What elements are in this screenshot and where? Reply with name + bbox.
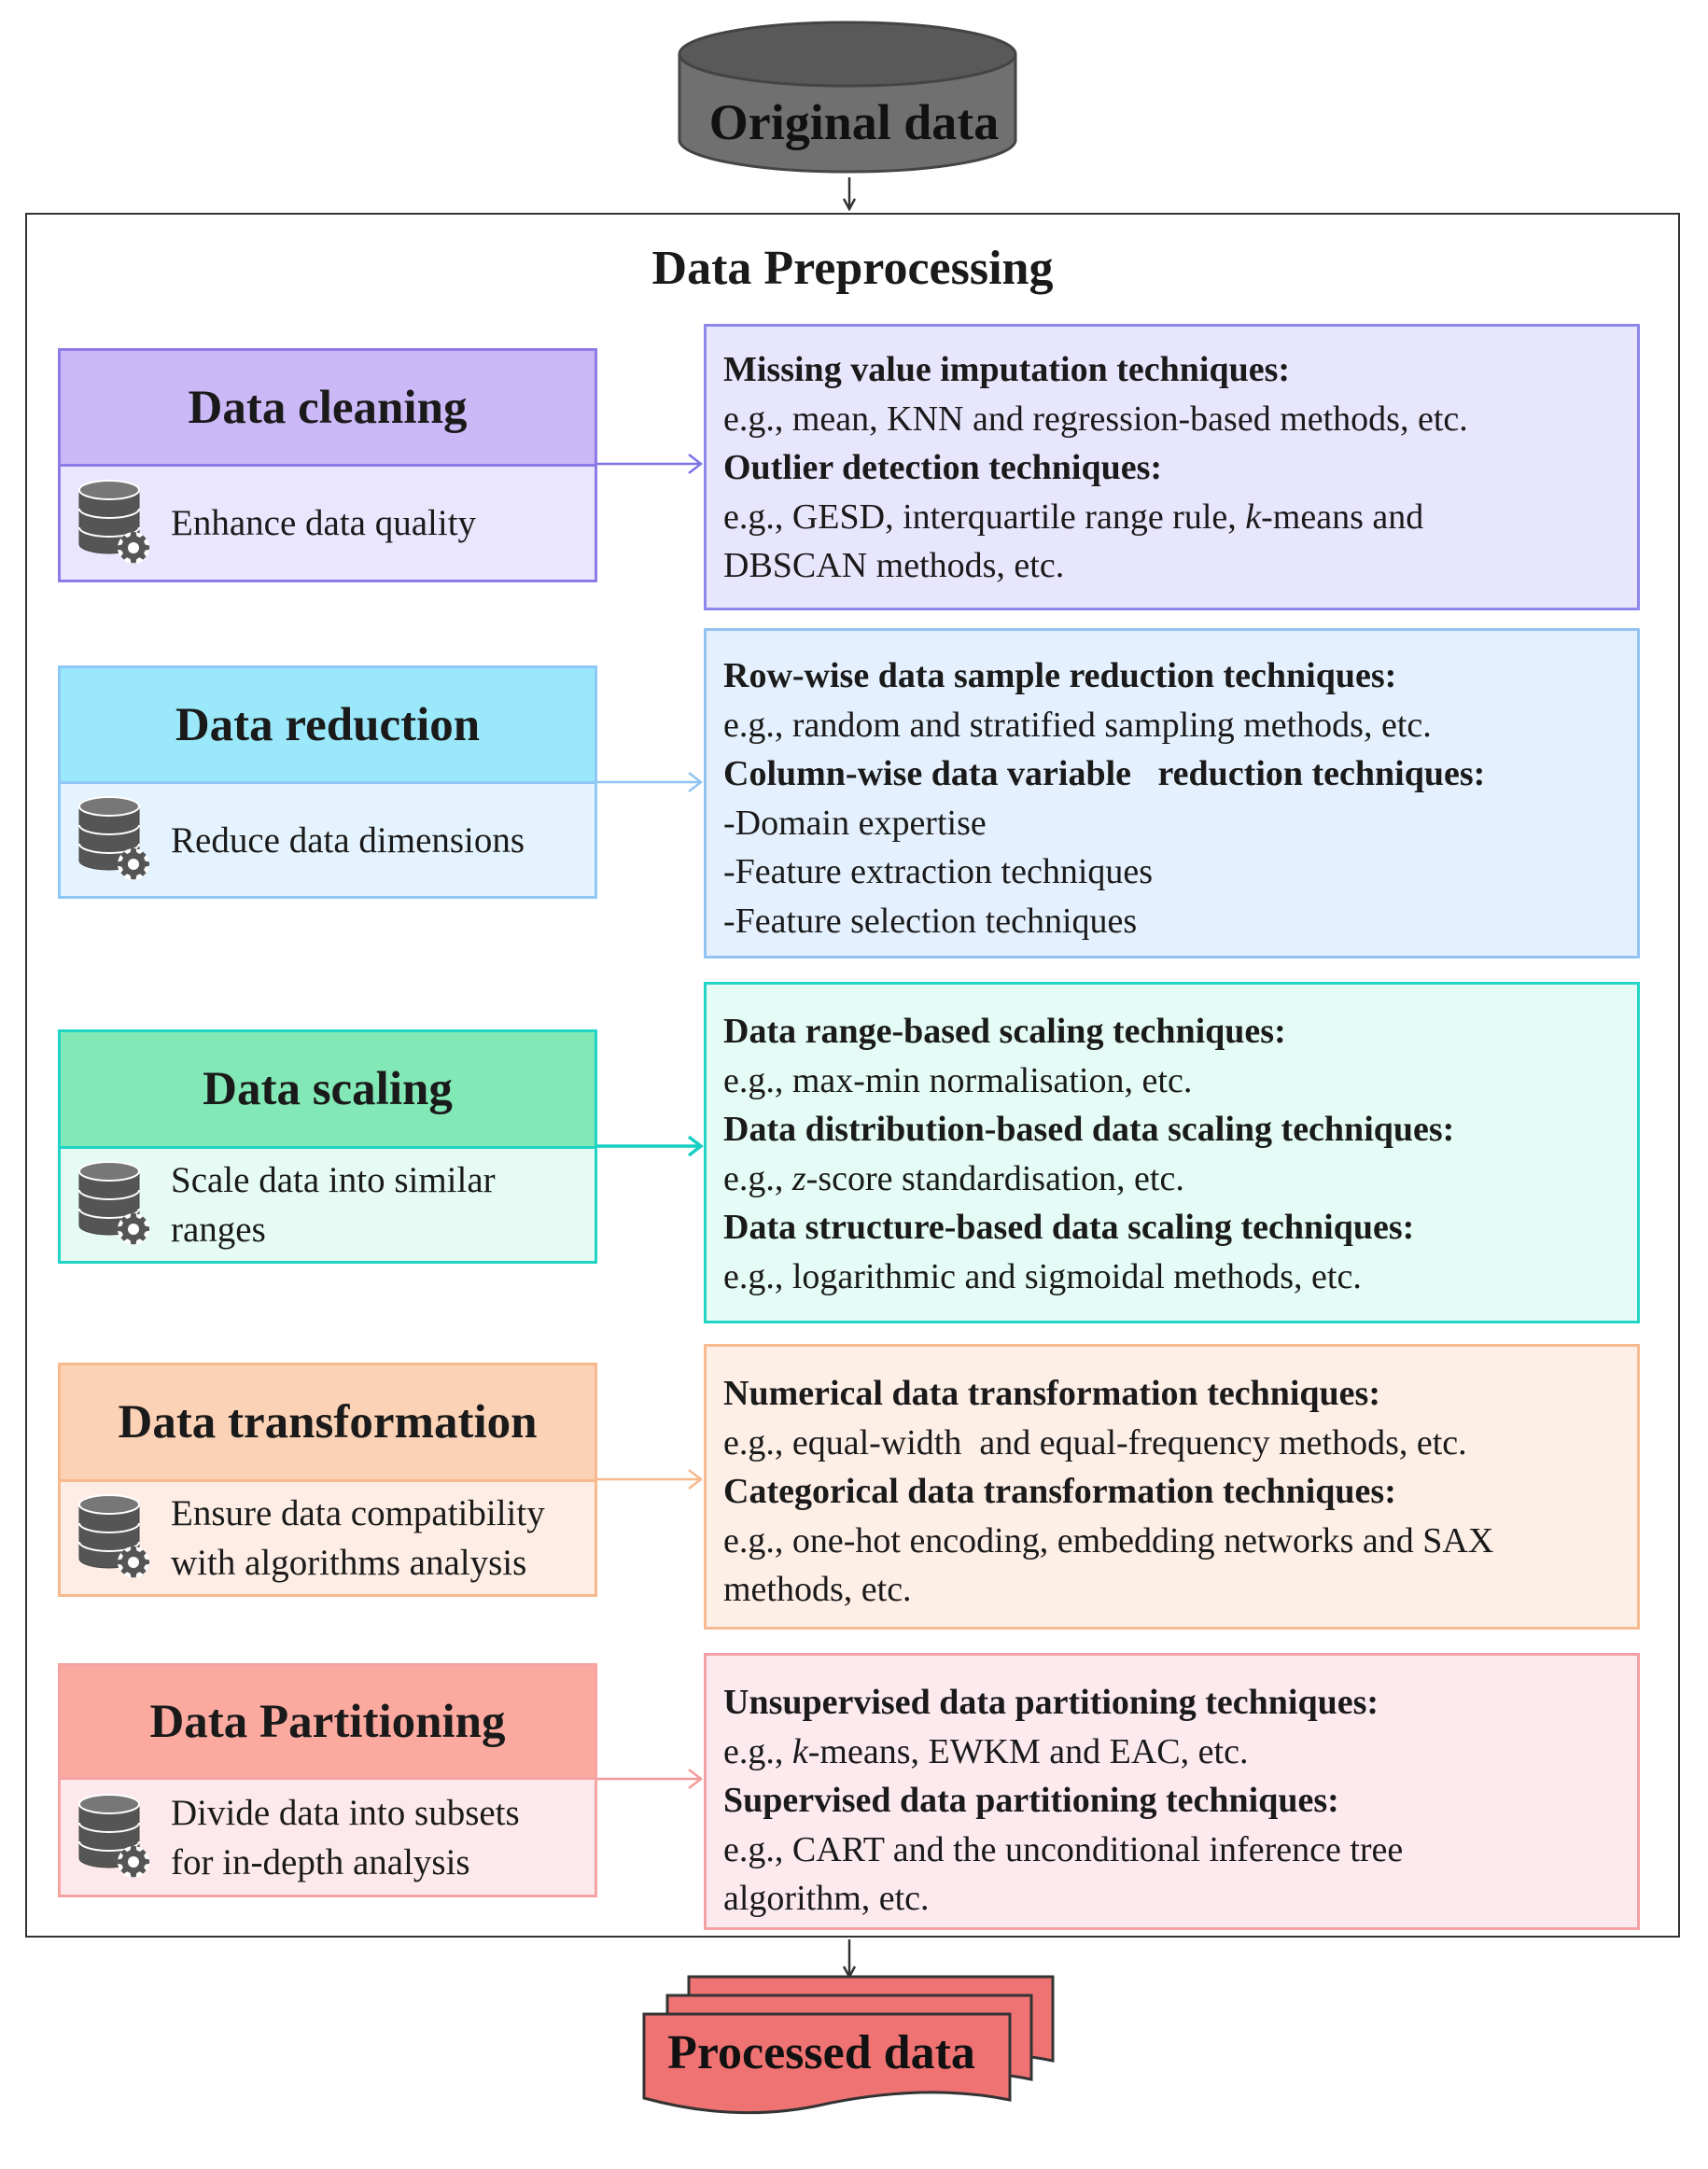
technique-heading: Data range-based scaling techniques: [723, 1012, 1286, 1051]
stage-title: Data transformation [61, 1365, 595, 1482]
database-gear-icon [72, 1491, 158, 1585]
stage-description-line-2: with algorithms analysis [171, 1543, 527, 1583]
technique-line: e.g., random and stratified sampling methods, etc. [723, 705, 1432, 745]
stage-description: Enhance data quality [171, 503, 477, 543]
stage-data-partitioning [58, 1663, 597, 1897]
stage-description: Reduce data dimensions [171, 819, 525, 861]
stage-description-line-2: for in-depth analysis [171, 1841, 470, 1882]
stage-title: Data reduction [61, 668, 595, 784]
technique-line: e.g., logarithmic and sigmoidal methods, etc. [723, 1256, 1362, 1296]
stage-description-line-2: ranges [171, 1210, 266, 1250]
technique-heading: Supervised data partitioning techniques: [723, 1781, 1339, 1820]
database-gear-icon [72, 1791, 158, 1884]
techniques-data-partitioning [704, 1653, 1640, 1930]
technique-heading: Missing value imputation techniques: [723, 350, 1291, 389]
technique-line: DBSCAN methods, etc. [723, 546, 1065, 585]
technique-line: e.g., one-hot encoding, embedding networks and SAX [723, 1520, 1494, 1560]
technique-line: e.g., max-min normalisation, etc. [723, 1060, 1193, 1100]
technique-heading: Data distribution-based data scaling techniques: [723, 1110, 1455, 1149]
technique-line: e.g., mean, KNN and regression-based methods, etc. [723, 399, 1468, 439]
stage-data-reduction [58, 665, 597, 899]
techniques-data-cleaning [704, 324, 1640, 610]
technique-line: -Domain expertise [723, 803, 987, 843]
technique-heading: Numerical data transformation techniques: [723, 1374, 1380, 1413]
technique-heading: Data structure-based data scaling techniques: [723, 1208, 1415, 1247]
technique-heading: Categorical data transformation techniques: [723, 1472, 1396, 1511]
technique-heading: Outlier detection techniques: [723, 448, 1163, 487]
stage-title: Data Partitioning [61, 1666, 595, 1780]
technique-line: e.g., z-score standardisation, etc. [723, 1158, 1184, 1198]
techniques-data-scaling [704, 982, 1640, 1323]
database-gear-icon [72, 793, 158, 887]
database-gear-icon [72, 1158, 158, 1252]
stage-data-transformation [58, 1363, 597, 1597]
technique-line: -Feature extraction techniques [723, 852, 1154, 891]
page-title: Data Preprocessing [651, 242, 1054, 295]
stage-title: Data cleaning [61, 351, 595, 467]
techniques-data-transformation [704, 1344, 1640, 1630]
technique-line: algorithm, etc. [723, 1879, 930, 1918]
technique-heading: Unsupervised data partitioning techniques: [723, 1683, 1379, 1722]
technique-line: -Feature selection techniques [723, 901, 1138, 941]
techniques-data-reduction [704, 628, 1640, 959]
stage-data-scaling [58, 1029, 597, 1264]
technique-line: e.g., CART and the unconditional inference tree [723, 1829, 1404, 1869]
stage-description-line-1: Ensure data compatibility [171, 1493, 545, 1533]
processed-data-label: Processed data [667, 2026, 975, 2079]
stage-description-line-1: Scale data into similar [171, 1160, 496, 1200]
original-data-label: Original data [708, 94, 1000, 150]
technique-line: e.g., GESD, interquartile range rule, k-means and [723, 497, 1424, 537]
database-gear-icon [72, 477, 158, 570]
technique-line: methods, etc. [723, 1570, 912, 1609]
technique-heading: Column-wise data variable reduction techniques: [723, 754, 1486, 793]
stage-title: Data scaling [61, 1032, 595, 1149]
stage-description-line-1: Divide data into subsets [171, 1792, 520, 1833]
stage-data-cleaning [58, 348, 597, 582]
technique-line: e.g., k-means, EWKM and EAC, etc. [723, 1731, 1249, 1771]
technique-line: e.g., equal-width and equal-frequency methods, etc. [723, 1422, 1467, 1462]
technique-heading: Row-wise data sample reduction techniques: [723, 656, 1397, 695]
